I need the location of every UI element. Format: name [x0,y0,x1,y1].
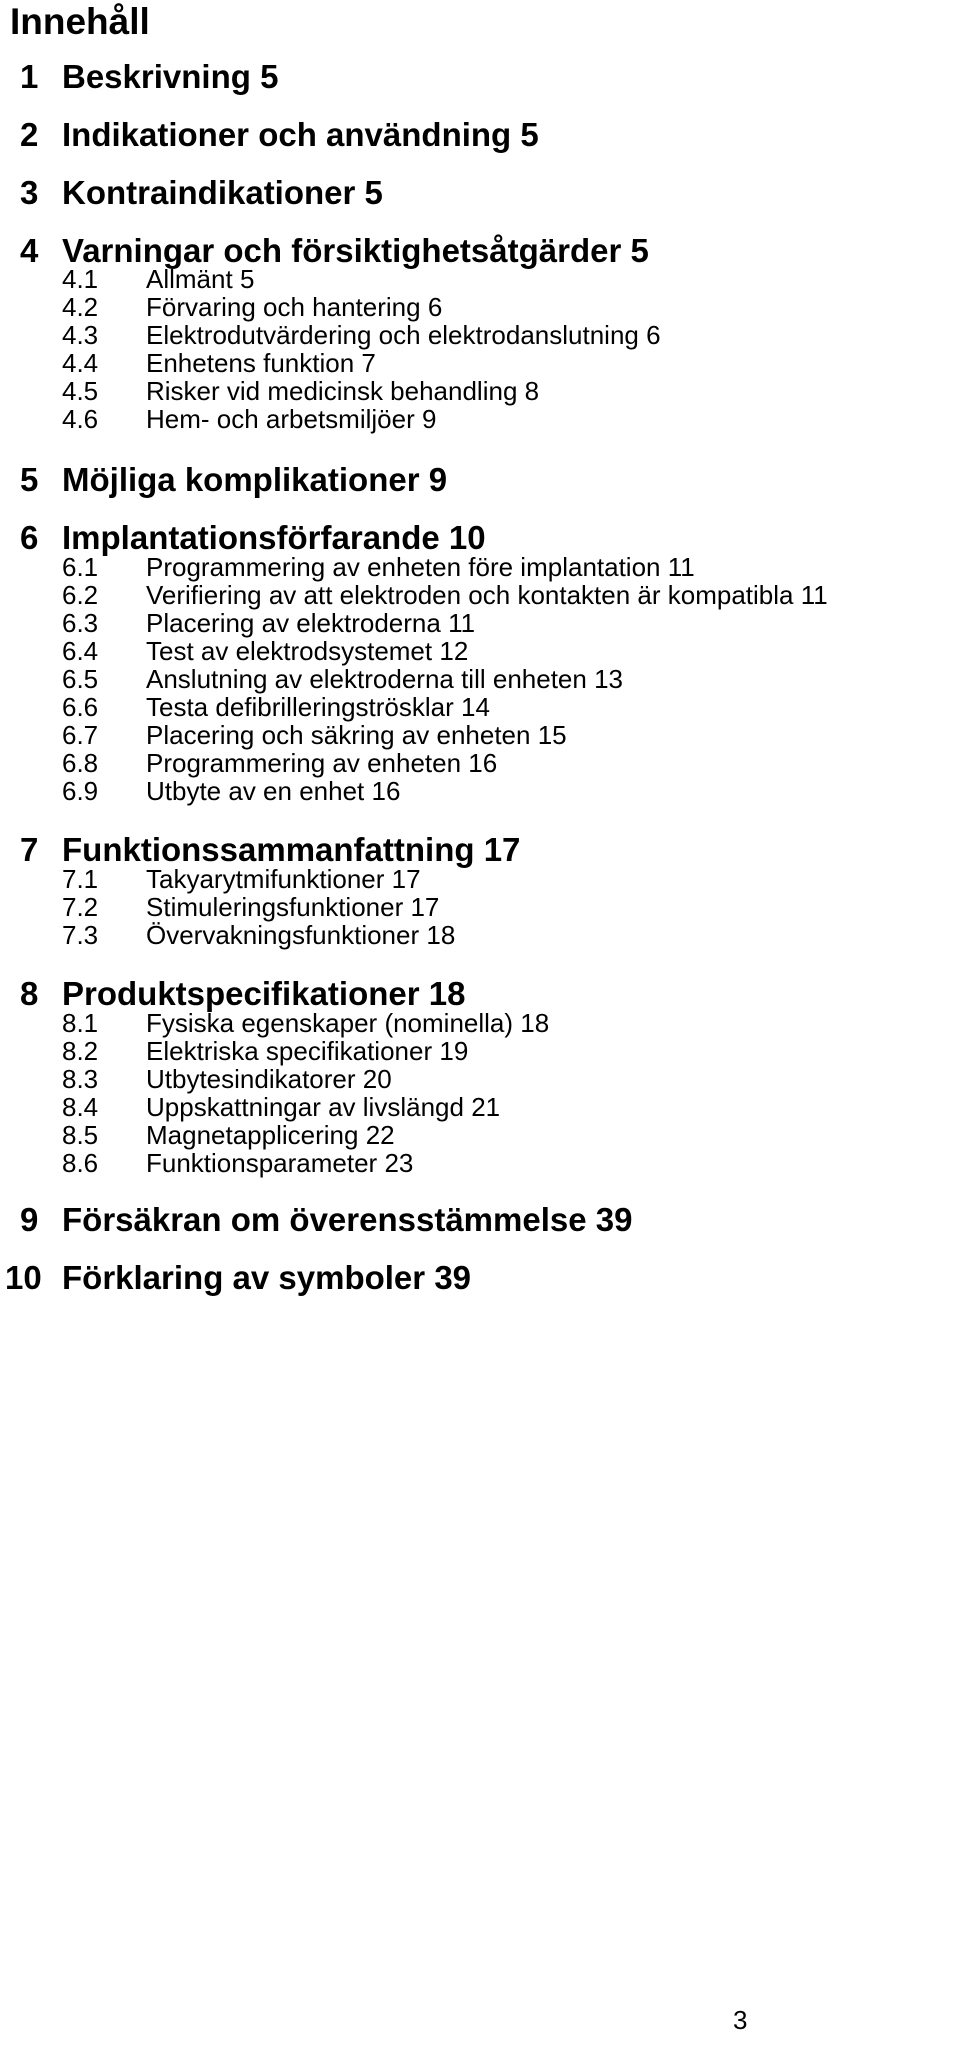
toc-entry-number: 8.1 [62,1008,99,1038]
toc-entry-number: 4 [20,232,39,269]
toc-entry-number: 4.4 [62,348,99,378]
toc-entry-page: 6 [646,320,661,350]
toc-entry-number: 7.2 [62,892,99,922]
toc-entry-title-text: Övervakningsfunktioner [146,920,420,950]
toc-entry-page: 15 [537,720,567,750]
toc-entry-title-text: Uppskattningar av livslängd [146,1092,464,1122]
toc-entry-number: 10 [5,1259,42,1296]
toc-entry-page: 14 [461,692,490,722]
toc-entry-title [146,774,400,808]
toc-entry-page: 17 [410,892,440,922]
toc-entry-page: 21 [471,1092,501,1122]
toc-entry-title-text: Produktspecifikationer [62,975,420,1012]
toc-entry-title-text: Test av elektrodsystemet [146,636,433,666]
toc-entry-page: 12 [439,636,469,666]
toc-entry-title-text: Magnetapplicering [146,1120,359,1150]
toc-entry-number: 8.6 [62,1148,99,1178]
toc-entry-number: 6.3 [62,608,99,638]
toc-entry-title-text: Indikationer och användning [62,116,512,153]
toc-entry-number: 6 [20,519,39,556]
toc-entry-page: 20 [362,1064,392,1094]
toc-entry-page: 13 [594,664,624,694]
toc-entry-title-text: Takyarytmifunktioner [146,864,385,894]
toc-entry-title [146,1146,413,1180]
toc-entry-page: 6 [427,292,443,322]
toc-entry-title-text: Anslutning av elektroderna till enheten [146,664,587,694]
toc-entry-title-text: Allmänt [146,264,233,294]
toc-entry-page: 9 [421,404,437,434]
toc-entry-title-text: Utbytesindikatorer [146,1064,356,1094]
toc-entry-number: 4.6 [62,404,99,434]
toc-entry-number: 6.2 [62,580,99,610]
toc-entry-page: 17 [483,831,521,868]
toc-entry-title-text: Funktionsparameter [146,1148,378,1178]
toc-entry-title-text: Placering och säkring av enheten [146,720,531,750]
toc-entry-title-text: Varningar och försiktighetsåtgärder [62,232,622,269]
toc-entry-page: 16 [468,748,498,778]
toc-entry-title-text: Elektrodutvärdering och elektrodanslutning [146,320,639,350]
toc-entry-number: 7 [20,831,39,868]
toc-entry-page: 8 [524,376,540,406]
toc-entry-page: 11 [667,552,695,582]
toc-heading: Innehåll [10,1,150,42]
toc-entry-title-text: Försäkran om överensstämmelse [62,1201,587,1238]
toc-entry-page: 5 [239,264,255,294]
toc-entry-page: 18 [428,975,466,1012]
toc-entry-number: 6.7 [62,720,99,750]
toc-entry-page: 5 [520,116,539,153]
toc-entry-title-text: Hem- och arbetsmiljöer [146,404,415,434]
toc-entry-page: 16 [371,776,401,806]
toc-entry-title [62,1258,471,1298]
toc-entry-page: 23 [384,1148,414,1178]
toc-entry-page: 39 [595,1201,633,1238]
toc-entry-number: 6.1 [62,552,99,582]
toc-entry-title-text: Möjliga komplikationer [62,461,420,498]
toc-entry-page: 5 [364,174,383,211]
toc-entry-title-text: Beskrivning [62,58,251,95]
toc-entry-number: 2 [20,116,39,153]
toc-entry-number: 8.4 [62,1092,99,1122]
toc-entry-page: 18 [520,1008,550,1038]
toc-entry-title [146,918,455,952]
toc-entry-page: 7 [361,348,376,378]
toc-entry-title [62,57,278,97]
toc-entry-number: 8.5 [62,1120,99,1150]
toc-entry-number: 6.9 [62,776,99,806]
toc-entry-number: 9 [20,1201,39,1238]
toc-entry-page: 5 [260,58,279,95]
toc-entry-number: 4.1 [62,264,99,294]
toc-entry-title-text: Testa defibrilleringströsklar [146,692,454,722]
toc-entry-title [62,1200,632,1240]
toc-entry-title-text: Placering av elektroderna [146,608,441,638]
toc-entry-number: 4.5 [62,376,99,406]
toc-entry-page: 5 [630,232,649,269]
toc-entry-page: 18 [426,920,456,950]
toc-entry-number: 1 [20,58,39,95]
toc-entry-title-text: Risker vid medicinsk behandling [146,376,518,406]
toc-entry-title-text: Utbyte av en enhet [146,776,365,806]
toc-entry-page: 11 [448,608,476,638]
toc-entry-title-text: Enhetens funktion [146,348,355,378]
toc-entry-title-text: Verifiering av att elektroden och kontakten är kompatibla [146,580,794,610]
toc-entry-page: 17 [391,864,421,894]
toc-entry-title-text: Implantationsförfarande [62,519,440,556]
toc-entry-number: 8 [20,975,39,1012]
toc-entry-title [62,460,447,500]
toc-entry-title-text: Stimuleringsfunktioner [146,892,404,922]
toc-entry-page: 11 [800,580,828,610]
toc-entry-title-text: Programmering av enheten [146,748,462,778]
toc-entry-number: 3 [20,174,39,211]
toc-entry-page: 39 [434,1259,472,1296]
toc-entry-number: 8.3 [62,1064,99,1094]
toc-entry-number: 6.5 [62,664,99,694]
page-number: 3 [733,2005,748,2035]
toc-entry-page: 19 [439,1036,469,1066]
toc-entry-title-text: Förvaring och hantering [146,292,421,322]
toc-entry-title-text: Programmering av enheten före implantation [146,552,661,582]
toc-entry-number: 4.2 [62,292,99,322]
toc-entry-number: 6.4 [62,636,99,666]
toc-entry-title [62,115,539,155]
toc-entry-number: 5 [20,461,39,498]
toc-entry-title-text: Fysiska egenskaper (nominella) [146,1008,514,1038]
toc-entry-title-text: Elektriska specifikationer [146,1036,433,1066]
toc-entry-number: 7.3 [62,920,99,950]
toc-entry-page: 10 [448,519,486,556]
toc-entry-title [62,173,383,213]
toc-entry-title-text: Funktionssammanfattning [62,831,475,868]
toc-entry-number: 7.1 [62,864,99,894]
toc-entry-title-text: Förklaring av symboler [62,1259,426,1296]
toc-entry-number: 8.2 [62,1036,99,1066]
toc-entry-number: 4.3 [62,320,99,350]
toc-entry-page: 22 [365,1120,395,1150]
toc-entry-number: 6.8 [62,748,99,778]
toc-entry-title-text: Kontraindikationer [62,174,356,211]
toc-entry-page: 9 [428,461,448,498]
toc-entry-number: 6.6 [62,692,99,722]
toc-entry-title [146,402,436,436]
